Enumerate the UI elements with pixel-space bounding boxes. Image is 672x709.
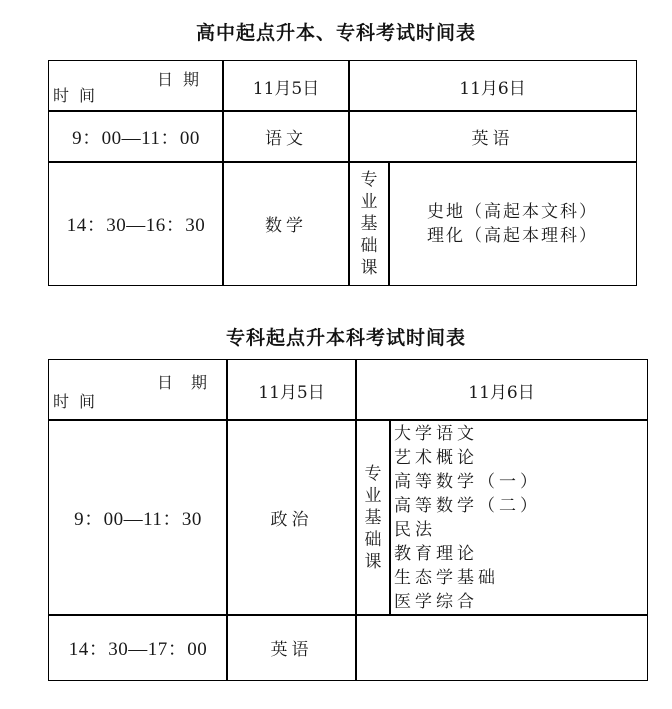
category-char: 业 <box>364 485 382 506</box>
table1-header-corner <box>48 60 224 112</box>
subject: 高等数学（一） <box>394 472 541 492</box>
table1-row1-time: 9：00—11：00 <box>48 110 224 163</box>
subject: 医学综合 <box>394 592 478 612</box>
table2-title: 专科起点升本科考试时间表 <box>225 327 466 349</box>
table1-row1-day2: 英语 <box>348 110 637 163</box>
table2-row1-subjects <box>389 419 648 616</box>
category-char: 基 <box>360 213 378 234</box>
subject: 理化（高起本理科） <box>427 225 598 246</box>
table2-row1-day1: 政治 <box>226 419 357 616</box>
category-char: 础 <box>360 235 378 256</box>
category-char: 专 <box>364 463 382 484</box>
subject: 高等数学（二） <box>394 496 541 516</box>
table2-row1-time: 9：00—11：30 <box>48 419 228 616</box>
table2-row2-day2 <box>355 614 648 681</box>
table2-header-corner <box>48 359 228 421</box>
subject: 艺术概论 <box>394 448 478 468</box>
table2-row2-day1: 英语 <box>226 614 357 681</box>
subject: 民法 <box>394 520 436 540</box>
table1-row2-time: 14：30—16：30 <box>48 161 224 286</box>
category-char: 专 <box>360 169 378 190</box>
table1-title: 高中起点升本、专科考试时间表 <box>195 22 476 44</box>
table1-row2-day1: 数学 <box>222 161 350 286</box>
table2-header-day2: 11月6日 <box>355 359 648 421</box>
table2-row2-time: 14：30—17：00 <box>48 614 228 681</box>
category-char: 础 <box>364 529 382 550</box>
subject: 教育理论 <box>394 544 478 564</box>
subject: 史地（高起本文科） <box>427 201 598 222</box>
table2-header-day1: 11月5日 <box>226 359 357 421</box>
table1-row2-category <box>348 161 390 286</box>
subject: 生态学基础 <box>394 568 499 588</box>
category-char: 课 <box>364 551 382 572</box>
table1-row2-subjects <box>388 161 637 286</box>
category-char: 业 <box>360 191 378 212</box>
table1-header-day2: 11月6日 <box>348 60 637 112</box>
category-char: 课 <box>360 257 378 278</box>
date-label: 日期 <box>156 373 225 392</box>
time-label: 时间 <box>53 86 106 105</box>
time-label: 时间 <box>53 392 106 411</box>
table1-header-day1: 11月5日 <box>222 60 350 112</box>
category-char: 基 <box>364 507 382 528</box>
subject: 大学语文 <box>394 424 478 444</box>
table2-row1-category <box>355 419 391 616</box>
date-label: 日期 <box>156 70 209 89</box>
table1-row1-day1: 语文 <box>222 110 350 163</box>
